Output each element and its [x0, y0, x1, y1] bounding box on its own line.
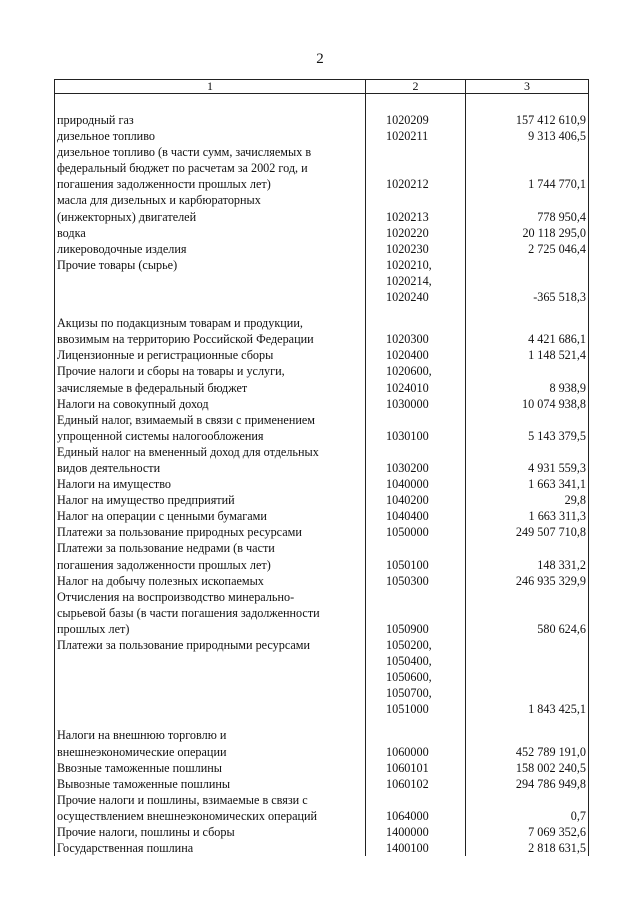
budget-code-cell — [366, 241, 466, 257]
item-name-cell — [55, 760, 366, 776]
table-row — [55, 363, 589, 395]
item-name-cell — [55, 776, 366, 792]
item-name-cell — [55, 492, 366, 508]
budget-code-cell — [366, 760, 466, 776]
budget-code-line: 1030200 — [386, 460, 429, 475]
item-name-cell — [55, 824, 366, 840]
budget-code-line: 1020210, — [386, 257, 432, 272]
amount-cell — [466, 241, 589, 257]
table-row — [55, 508, 589, 524]
item-name-cell — [55, 305, 366, 315]
budget-code-cell — [366, 444, 466, 476]
amount-value: 1 663 341,1 — [528, 477, 586, 492]
amount-cell — [466, 444, 589, 476]
item-name-line: Отчисления на воспроизводство минерально- — [57, 589, 295, 604]
item-name-line: Налоги на совокупный доход — [57, 396, 209, 411]
item-name-line: Акцизы по подакцизным товарам и продукции, — [57, 316, 303, 331]
table-row — [55, 776, 589, 792]
amount-value: 158 002 240,5 — [515, 760, 586, 775]
item-name-cell — [55, 412, 366, 444]
budget-code-line: 1050000 — [386, 525, 429, 540]
column-header-2: 2 — [366, 80, 466, 94]
page-number: 2 — [316, 51, 324, 67]
table-row — [55, 760, 589, 776]
item-name-line: Налог на операции с ценными бумагами — [57, 509, 267, 524]
budget-code-cell — [366, 315, 466, 347]
item-name-line: Налог на добычу полезных ископаемых — [57, 573, 264, 588]
amount-value: 0,7 — [570, 808, 586, 823]
item-name-cell — [55, 637, 366, 717]
budget-code-line: 1020220 — [386, 225, 429, 240]
budget-code-line: 1020600, — [386, 364, 432, 379]
item-name-cell — [55, 315, 366, 347]
item-name-line: Налоги на имущество — [57, 477, 171, 492]
budget-code-cell — [366, 492, 466, 508]
amount-cell — [466, 589, 589, 637]
table-row — [55, 637, 589, 717]
item-name-cell — [55, 94, 366, 113]
budget-code-line: 1050300 — [386, 573, 429, 588]
amount-cell — [466, 315, 589, 347]
amount-value: 2 818 631,5 — [528, 841, 586, 856]
budget-code-cell — [366, 824, 466, 840]
budget-code-line: 1400100 — [386, 841, 429, 856]
item-name-cell — [55, 444, 366, 476]
amount-value: 246 935 329,9 — [515, 573, 586, 588]
budget-code-cell — [366, 540, 466, 572]
item-name-cell — [55, 508, 366, 524]
amount-value: 20 118 295,0 — [522, 225, 586, 240]
amount-cell — [466, 573, 589, 589]
amount-value: 249 507 710,8 — [515, 525, 586, 540]
amount-cell — [466, 192, 589, 224]
budget-code-cell — [366, 717, 466, 727]
amount-value: 9 313 406,5 — [528, 129, 586, 144]
item-name-line: (инжекторных) двигателей — [57, 209, 197, 224]
budget-code-cell — [366, 727, 466, 759]
table-row — [55, 241, 589, 257]
table-row — [55, 476, 589, 492]
budget-code-line: 1400000 — [386, 825, 429, 840]
item-name-line — [57, 289, 363, 305]
table-row — [55, 524, 589, 540]
item-name-line: ликероводочные изделия — [57, 241, 187, 256]
budget-code-cell — [366, 476, 466, 492]
table-row — [55, 144, 589, 192]
budget-code-line: 1051000 — [386, 702, 429, 717]
item-name-line: Платежи за пользование природными ресурсами — [57, 638, 311, 652]
amount-cell — [466, 412, 589, 444]
budget-code-cell — [366, 637, 466, 717]
table-row — [55, 257, 589, 305]
budget-code-line: 1030100 — [386, 428, 429, 443]
item-name-line: Прочие налоги и пошлины, взимаемые в связи с — [57, 792, 308, 807]
budget-code-line: 1020214, — [386, 273, 432, 288]
item-name-line: зачисляемые в федеральный бюджет — [57, 380, 248, 395]
budget-code-cell — [366, 396, 466, 412]
table-row — [55, 192, 589, 224]
column-header-1: 1 — [55, 80, 366, 94]
item-name-cell — [55, 192, 366, 224]
amount-value: 5 143 379,5 — [528, 428, 586, 443]
amount-cell — [466, 540, 589, 572]
item-name-line: прошлых лет) — [57, 621, 130, 636]
amount-cell — [466, 492, 589, 508]
budget-code-line: 1030000 — [386, 396, 429, 411]
table-row — [55, 225, 589, 241]
item-name-cell — [55, 363, 366, 395]
item-name-line: Налоги на внешнюю торговлю и — [57, 728, 227, 743]
item-name-cell — [55, 128, 366, 144]
table-row — [55, 128, 589, 144]
budget-code-cell — [366, 94, 466, 113]
item-name-line: дизельное топливо — [57, 129, 155, 144]
amount-cell — [466, 225, 589, 241]
item-name-line: внешнеэкономические операции — [57, 744, 227, 759]
table-row — [55, 412, 589, 444]
amount-value: 452 789 191,0 — [515, 744, 586, 759]
item-name-cell — [55, 540, 366, 572]
amount-cell — [466, 128, 589, 144]
amount-value: -365 518,3 — [533, 290, 586, 305]
table-row — [55, 727, 589, 759]
item-name-line: Прочие налоги и сборы на товары и услуги, — [57, 364, 285, 379]
budget-code-cell — [366, 412, 466, 444]
spacer-row — [55, 305, 589, 315]
budget-code-line: 1040400 — [386, 509, 429, 524]
amount-cell — [466, 305, 589, 315]
table-row — [55, 540, 589, 572]
item-name-line: ввозимым на территорию Российской Федерации — [57, 332, 314, 347]
budget-code-line: 1020213 — [386, 209, 429, 224]
amount-value: 580 624,6 — [537, 621, 586, 636]
amount-value — [466, 94, 586, 112]
budget-code-line: 1050400, — [386, 654, 432, 669]
amount-value: 1 148 521,4 — [528, 348, 586, 363]
item-name-line: водка — [57, 225, 86, 240]
budget-code-line: 1060102 — [386, 776, 429, 791]
item-name-line: федеральный бюджет по расчетам за 2002 год, и — [57, 161, 308, 176]
table-row — [55, 315, 589, 347]
item-name-cell — [55, 112, 366, 128]
table-row — [55, 347, 589, 363]
item-name-cell — [55, 727, 366, 759]
item-name-line: Единый налог, взимаемый в связи с применением — [57, 412, 315, 427]
amount-cell — [466, 144, 589, 192]
item-name-line: Платежи за пользование природных ресурсами — [57, 525, 302, 540]
amount-cell — [466, 347, 589, 363]
item-name-line — [57, 701, 363, 717]
item-name-cell — [55, 396, 366, 412]
budget-code-cell — [366, 573, 466, 589]
budget-code-line: 1020209 — [386, 113, 429, 127]
amount-value: 8 938,9 — [549, 380, 586, 395]
item-name-cell — [55, 225, 366, 241]
item-name-line: осуществлением внешнеэкономических операций — [57, 808, 318, 823]
item-name-line — [57, 653, 363, 669]
item-name-line: масла для дизельных и карбюраторных — [57, 193, 261, 208]
item-name-line: Налог на имущество предприятий — [57, 493, 235, 508]
item-name-cell — [55, 476, 366, 492]
budget-code-cell — [366, 112, 466, 128]
budget-code-line: 1050200, — [386, 638, 432, 652]
budget-code-cell — [366, 347, 466, 363]
table-row — [55, 492, 589, 508]
table-row — [55, 112, 589, 128]
budget-code-cell — [366, 840, 466, 856]
table-row — [55, 444, 589, 476]
item-name-cell — [55, 840, 366, 856]
spacer-row — [55, 717, 589, 727]
budget-code-line: 1020240 — [386, 290, 429, 305]
budget-code-cell — [366, 589, 466, 637]
column-header-3: 3 — [466, 80, 589, 94]
amount-cell — [466, 508, 589, 524]
item-name-line — [57, 669, 363, 685]
budget-code-cell — [366, 128, 466, 144]
amount-cell — [466, 824, 589, 840]
table-row — [55, 396, 589, 412]
amount-value: 29,8 — [564, 493, 586, 508]
amount-value: 7 069 352,6 — [528, 825, 586, 840]
amount-cell — [466, 396, 589, 412]
amount-cell — [466, 840, 589, 856]
budget-code-cell — [366, 192, 466, 224]
budget-code-cell — [366, 225, 466, 241]
amount-cell — [466, 94, 589, 113]
header-row — [55, 80, 589, 94]
budget-code-line: 1040000 — [386, 477, 429, 492]
budget-code-cell — [366, 363, 466, 395]
budget-code-line: 1064000 — [386, 808, 429, 823]
amount-value — [466, 717, 586, 727]
table-row — [55, 792, 589, 824]
budget-code-line: 1060000 — [386, 744, 429, 759]
budget-code-line: 1020212 — [386, 177, 429, 192]
item-name-line: Платежи за пользование недрами (в части — [57, 541, 275, 556]
amount-value: 10 074 938,8 — [522, 396, 586, 411]
budget-code-cell — [366, 144, 466, 192]
item-name-line — [57, 273, 363, 289]
amount-cell — [466, 727, 589, 759]
amount-value — [466, 305, 586, 315]
budget-code-line: 1024010 — [386, 380, 429, 395]
amount-cell — [466, 717, 589, 727]
amount-value: 157 412 610,9 — [515, 113, 586, 127]
budget-code-line: 1020300 — [386, 332, 429, 347]
amount-cell — [466, 637, 589, 717]
item-name-cell — [55, 573, 366, 589]
item-name-line: дизельное топливо (в части сумм, зачисляемых в — [57, 145, 312, 160]
amount-value: 778 950,4 — [537, 209, 586, 224]
budget-code-line: 1050600, — [386, 670, 432, 685]
item-name-line: Ввозные таможенные пошлины — [57, 760, 222, 775]
table-row — [55, 573, 589, 589]
table-body — [55, 94, 589, 857]
budget-table — [54, 79, 589, 856]
budget-code-line: 1020230 — [386, 241, 429, 256]
table-row — [55, 824, 589, 840]
amount-cell — [466, 524, 589, 540]
item-name-cell — [55, 717, 366, 727]
item-name-line: погашения задолженности прошлых лет) — [57, 177, 271, 192]
budget-code-cell — [366, 792, 466, 824]
item-name-line: Вывозные таможенные пошлины — [57, 776, 231, 791]
item-name-line: погашения задолженности прошлых лет) — [57, 557, 271, 572]
item-name-line: упрощенной системы налогообложения — [57, 428, 264, 443]
amount-value: 2 725 046,4 — [528, 241, 586, 256]
amount-cell — [466, 776, 589, 792]
item-name-line: Прочие товары (сырье) — [57, 257, 178, 272]
amount-cell — [466, 363, 589, 395]
item-name-line: Единый налог на вмененный доход для отдельных — [57, 444, 319, 459]
item-name-line: сырьевой базы (в части погашения задолженности — [57, 605, 320, 620]
item-name-line: природный газ — [57, 113, 134, 127]
item-name-line: Прочие налоги, пошлины и сборы — [57, 825, 235, 840]
item-name-line: Лицензионные и регистрационные сборы — [57, 348, 274, 363]
table-row — [55, 840, 589, 856]
budget-code-line: 1050100 — [386, 557, 429, 572]
spacer-row — [55, 94, 589, 113]
amount-value: 148 331,2 — [537, 557, 586, 572]
item-name-cell — [55, 241, 366, 257]
budget-code-line: 1020211 — [386, 129, 429, 144]
amount-value: 1 843 425,1 — [528, 702, 586, 717]
budget-code-line: 1020400 — [386, 348, 429, 363]
amount-value: 1 744 770,1 — [528, 177, 586, 192]
budget-code-cell — [366, 305, 466, 315]
amount-value: 294 786 949,8 — [515, 776, 586, 791]
item-name-line: Государственная пошлина — [57, 841, 194, 856]
amount-cell — [466, 760, 589, 776]
budget-code-line: 1050900 — [386, 621, 429, 636]
budget-code-cell — [366, 776, 466, 792]
amount-cell — [466, 257, 589, 305]
amount-cell — [466, 476, 589, 492]
budget-code-line: 1050700, — [386, 686, 432, 701]
item-name-cell — [55, 347, 366, 363]
item-name-cell — [55, 589, 366, 637]
item-name-cell — [55, 524, 366, 540]
budget-code-cell — [366, 524, 466, 540]
item-name-cell — [55, 144, 366, 192]
item-name-cell — [55, 792, 366, 824]
amount-cell — [466, 112, 589, 128]
amount-value: 1 663 311,3 — [528, 509, 586, 524]
table-row — [55, 589, 589, 637]
budget-code-line: 1040200 — [386, 493, 429, 508]
amount-cell — [466, 792, 589, 824]
budget-code-cell — [366, 257, 466, 305]
item-name-line: видов деятельности — [57, 460, 161, 475]
item-name-line — [57, 685, 363, 701]
budget-code-cell — [366, 508, 466, 524]
amount-value: 4 931 559,3 — [528, 460, 586, 475]
amount-value: 4 421 686,1 — [528, 332, 586, 347]
item-name-cell — [55, 257, 366, 305]
budget-code-line: 1060101 — [386, 760, 429, 775]
